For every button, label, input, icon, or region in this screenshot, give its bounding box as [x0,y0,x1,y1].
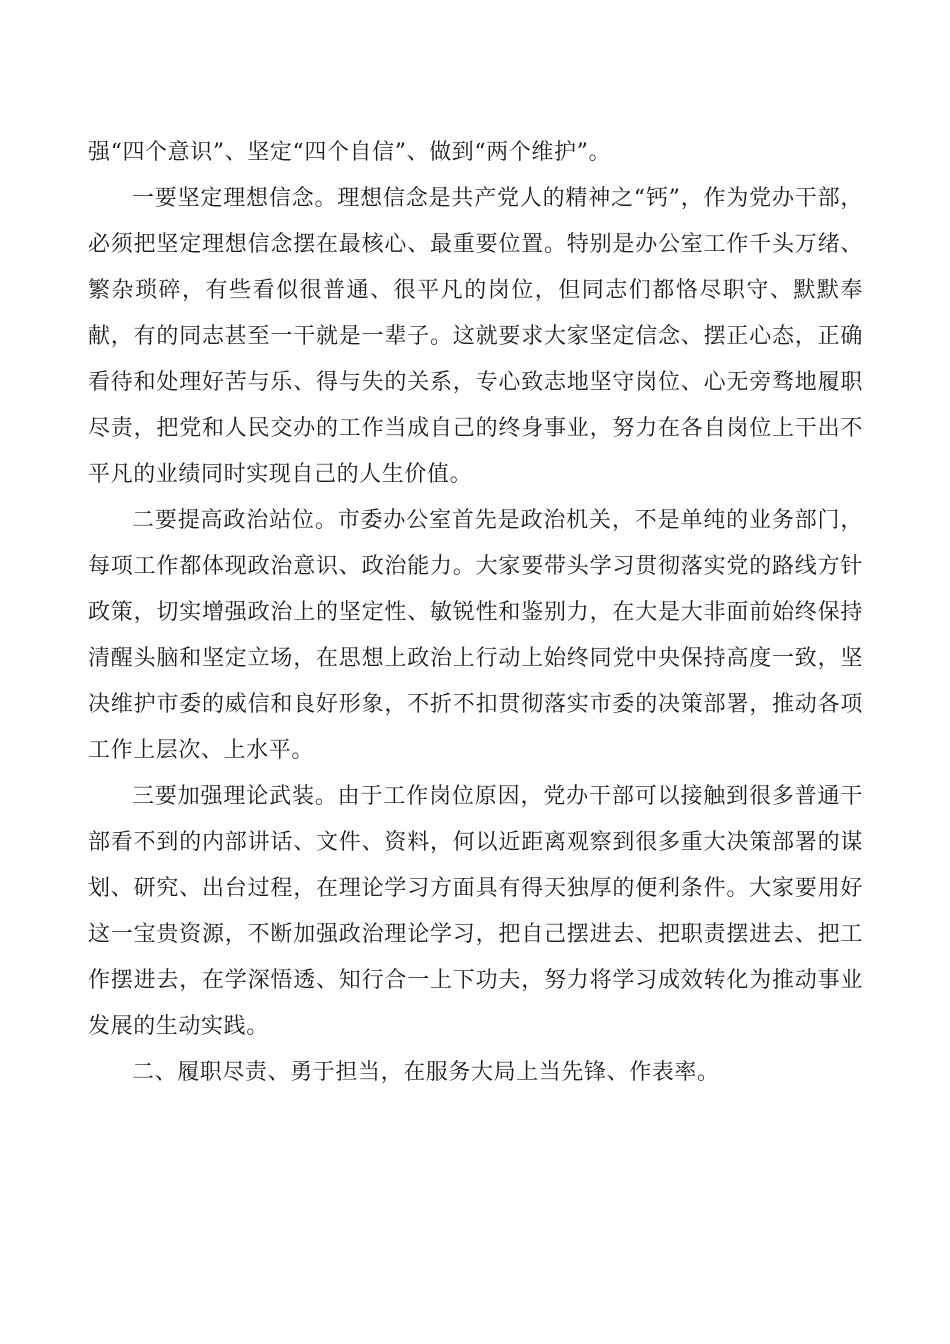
paragraph-theory: 三要加强理论武装。由于工作岗位原因，党办干部可以接触到很多普通干部看不到的内部讲话、文件、资料，何以近距离观察到很多重大决策部署的谋划、研究、出台过程，在理论学习方面具有得天独厚的便利条件。大家要用好这一宝贵资源，不断加强政治理论学习，把自己摆进去、把职责摆进去、把工作摆进去，在学深悟透、知行合一上下功夫，努力将学习成效转化为推动事业发展的生动实践。 [88,784,863,1039]
paragraph-political-stance: 二要提高政治站位。市委办公室首先是政治机关，不是单纯的业务部门，每项工作都体现政治意识、政治能力。大家要带头学习贯彻落实党的路线方针政策，切实增强政治上的坚定性、敏锐性和鉴别力，在大是大非面前始终保持清醒头脑和坚定立场，在思想上政治上行动上始终同党中央保持高度一致，坚决维护市委的威信和良好形象，不折不扣贯彻落实市委的决策部署，推动各项工作上层次、上水平。 [88,508,863,763]
section-heading-two: 二、履职尽责、勇于担当，在服务大局上当先锋、作表率。 [132,1060,720,1085]
document-body [88,130,863,1096]
paragraph-continuation: 强“四个意识”、坚定“四个自信”、做到“两个维护”。 [88,140,612,165]
paragraph-ideals: 一要坚定理想信念。理想信念是共产党人的精神之“钙”，作为党办干部，必须把坚定理想信念摆在最核心、最重要位置。特别是办公室工作千头万绪、繁杂琐碎，有些看似很普通、很平凡的岗位，但同志们都恪尽职守、默默奉献，有的同志甚至一干就是一辈子。这就要求大家坚定信念、摆正心态，正确看待和处理好苦与乐、得与失的关系，专心致志地坚守岗位、心无旁骛地履职尽责，把党和人民交办的工作当成自己的终身事业，努力在各自岗位上干出不平凡的业绩同时实现自己的人生价值。 [88,186,863,487]
